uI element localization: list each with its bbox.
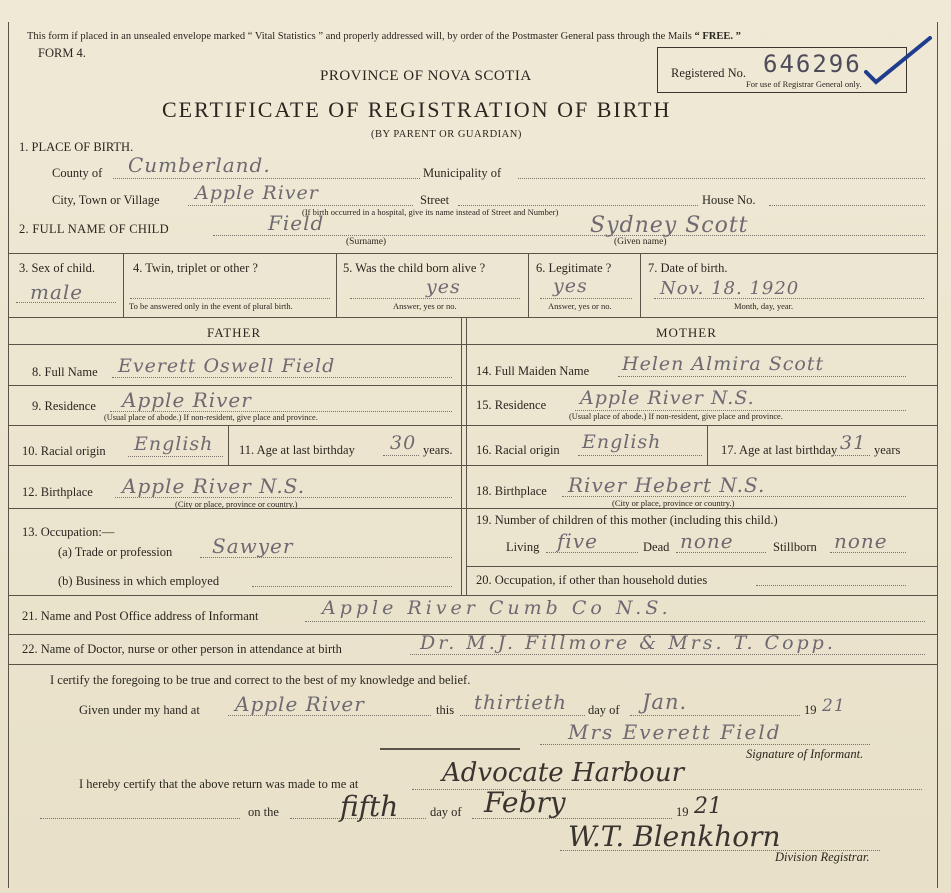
father-birthplace-label: 12. Birthplace [22,485,93,499]
given-day-value: thirtieth [474,690,568,714]
sex-value: male [30,280,84,304]
informant-signature: Mrs Everett Field [568,720,782,744]
business-label: (b) Business in which employed [58,574,220,588]
mother-heading: MOTHER [656,325,717,340]
father-residence-label: 9. Residence [32,399,96,413]
registration-note: For use of Registrar General only. [746,79,862,89]
given-month-value: Jan. [642,690,688,714]
trade-label: (a) Trade or profession [58,545,173,559]
living-value: five [557,529,598,553]
child-name-label: 2. FULL NAME OF CHILD [19,222,169,236]
postal-note: This form if placed in an unsealed envelope marked “ Vital Statistics ” and properly addressed will, by order of the Postmaster General pass through the Mails “ FREE. ” [27,31,741,42]
informant-value: Apple River Cumb Co N.S. [322,597,672,619]
date-of-birth-caption: Month, day, year. [734,301,794,311]
father-residence-value: Apple River [122,388,252,412]
doctor-value: Dr. M.J. Fillmore & Mrs. T. Copp. [420,632,836,654]
municipality-label: Municipality of [423,166,502,180]
registrar-certify-text: I hereby certify that the above return was made to me at [79,777,359,791]
father-occupation-label: 13. Occupation:— [22,525,115,539]
right-border [937,22,938,888]
alive-caption: Answer, yes or no. [393,301,457,311]
mother-racial-label: 16. Racial origin [476,443,560,457]
mother-birthplace-note: (City or place, province or country.) [612,498,735,508]
twin-label: 4. Twin, triplet or other ? [133,261,258,275]
alive-label: 5. Was the child born alive ? [343,261,486,275]
city-value: Apple River [195,182,319,204]
registrar-signature: W.T. Blenkhorn [568,820,781,853]
registrar-place-value: Advocate Harbour [442,758,684,788]
legitimate-caption: Answer, yes or no. [548,301,612,311]
informant-signature-label: Signature of Informant. [746,747,864,761]
legitimate-label: 6. Legitimate ? [536,261,612,275]
form-number: FORM 4. [38,46,86,60]
father-age-value: 30 [390,432,417,454]
registrar-signature-label: Division Registrar. [775,850,870,864]
father-age-label: 11. Age at last birthday [239,443,355,457]
father-birthplace-note: (City or place, province or country.) [175,499,298,509]
street-label: Street [420,193,450,207]
mother-age-label: 17. Age at last birthday [721,443,838,457]
mother-birthplace-label: 18. Birthplace [476,484,547,498]
trade-value: Sawyer [212,534,294,558]
given-place-value: Apple River [235,692,365,716]
given-year-value: 21 [822,696,846,716]
mother-residence-value: Apple River N.S. [580,387,755,409]
registrar-month-value: Febry [484,786,566,819]
given-year-prefix: 19 [804,703,817,717]
this-label: this [436,703,455,717]
mother-age-value: 31 [840,432,867,454]
mother-age-unit: years [874,443,901,457]
twin-note: To be answered only in the event of plural birth. [129,301,293,311]
surname-value: Field [268,211,325,235]
father-racial-label: 10. Racial origin [22,444,106,458]
given-name-value: Sydney Scott [590,213,749,238]
registrar-day-of-label: day of [430,805,462,819]
sex-label: 3. Sex of child. [19,261,96,275]
surname-caption: (Surname) [346,237,387,247]
date-of-birth-label: 7. Date of birth. [648,261,728,275]
living-label: Living [506,540,540,554]
father-name-label: 8. Full Name [32,365,98,379]
city-label: City, Town or Village [52,193,160,207]
certify-text: I certify the foregoing to be true and correct to the best of my knowledge and belief. [50,673,471,687]
registrar-year-prefix: 19 [676,805,689,819]
father-racial-value: English [134,433,214,455]
mother-residence-label: 15. Residence [476,398,547,412]
given-name-caption: (Given name) [614,237,667,247]
doctor-label: 22. Name of Doctor, nurse or other person in attendance at birth [22,642,342,656]
registrar-day-value: fifth [340,790,399,823]
house-label: House No. [702,193,756,207]
stillborn-value: none [834,529,888,553]
dead-value: none [680,529,734,553]
registrar-on-the-label: on the [248,805,279,819]
given-under-label: Given under my hand at [79,703,200,717]
father-age-unit: years. [423,443,453,457]
county-label: County of [52,166,103,180]
given-day-of-label: day of [588,703,620,717]
registration-number: 646296 [763,50,862,78]
mother-birthplace-value: River Hebert N.S. [568,473,766,497]
children-count-label: 19. Number of children of this mother (including this child.) [476,513,778,527]
mother-name-label: 14. Full Maiden Name [476,364,590,378]
mother-residence-note: (Usual place of abode.) If non-resident, give place and province. [569,412,783,421]
page-title: CERTIFICATE OF REGISTRATION OF BIRTH [162,97,672,122]
father-name-value: Everett Oswell Field [118,355,336,377]
county-value: Cumberland. [128,153,271,177]
registration-label: Registered No. [671,66,746,80]
father-heading: FATHER [207,325,262,340]
checkmark-icon [862,34,934,86]
father-residence-note: (Usual place of abode.) If non-resident, give place and province. [104,413,318,422]
mother-occupation-label: 20. Occupation, if other than household duties [476,573,708,587]
informant-label: 21. Name and Post Office address of Informant [22,609,259,623]
mother-name-value: Helen Almira Scott [622,353,825,375]
father-birthplace-value: Apple River N.S. [122,474,306,498]
province-heading: PROVINCE OF NOVA SCOTIA [320,68,532,84]
page-subtitle: (BY PARENT OR GUARDIAN) [371,129,522,140]
dead-label: Dead [643,540,670,554]
stillborn-label: Stillborn [773,540,817,554]
legitimate-value: yes [553,275,588,297]
place-of-birth-heading: 1. PLACE OF BIRTH. [19,140,134,154]
hospital-note: (If birth occurred in a hospital, give its name instead of Street and Number) [302,207,559,217]
date-of-birth-value: Nov. 18. 1920 [660,278,800,299]
left-border [8,22,9,888]
mother-racial-value: English [582,431,662,453]
registrar-year-value: 21 [694,794,722,819]
alive-value: yes [426,276,461,298]
